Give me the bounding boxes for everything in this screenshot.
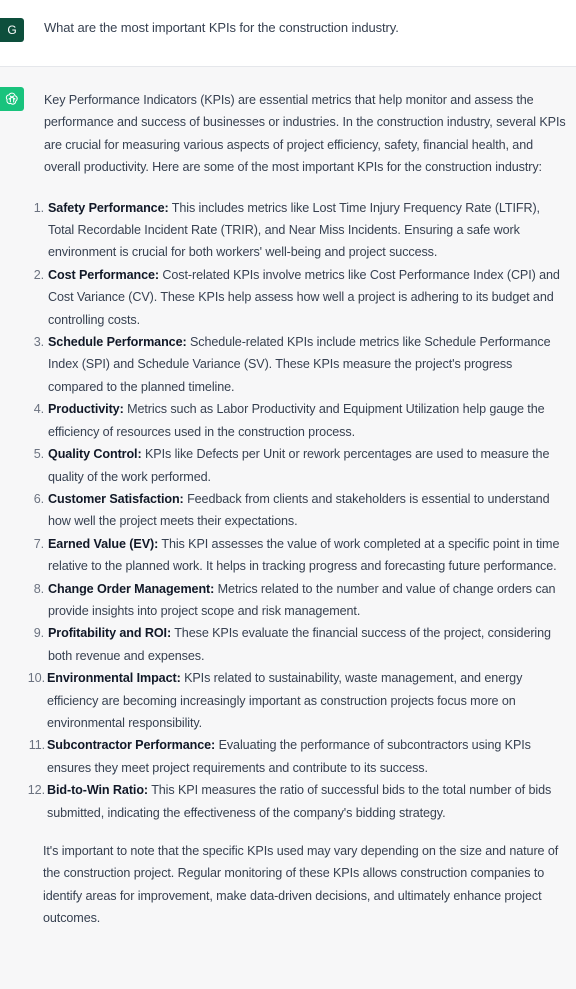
- item-number: 4.: [33, 402, 44, 417]
- item-title: Earned Value (EV):: [48, 536, 159, 551]
- kpi-list: [27, 197, 566, 824]
- item-number: 9.: [33, 626, 44, 641]
- list-item: [28, 734, 566, 779]
- item-text: Cost-related KPIs involve metrics like Cost Performance Index (CPI) and Cost Variance (CV). These KPIs help assess how well a project is adhering to its budget and controlling costs.: [48, 267, 560, 327]
- item-title: Profitability and ROI:: [48, 626, 172, 641]
- item-text: Schedule-related KPIs include metrics like Schedule Performance Index (SPI) and Schedule Variance (SV). These KPIs measure the project's progress compared to the planned timeline.: [48, 335, 551, 394]
- item-number: 2.: [33, 267, 44, 282]
- item-text: This KPI assesses the value of work completed at a specific point in time relative to the planned work. It helps in tracking progress and forecasting future performance.: [48, 536, 560, 574]
- answer-outro: It's important to note that the specific KPIs used may vary depending on the size and nature of the construction project. Regular monitoring of these KPIs allows construction companies to identify areas for improvement, make data-driven decisions, and ultimately enhance project outcomes.: [43, 844, 559, 926]
- item-number: 1.: [33, 200, 44, 215]
- answer-intro: Key Performance Indicators (KPIs) are essential metrics that help monitor and assess the performance and success of businesses or industries. In the construction industry, several KPIs are crucial for measuring various aspects of project efficiency, safety, financial health, and overall productivity. Here are some of the most important KPIs for the construction industry:: [44, 93, 566, 175]
- item-text: This KPI measures the ratio of successful bids to the total number of bids submitted, indicating the effectiveness of the company's bidding strategy.: [47, 783, 552, 820]
- item-text: Feedback from clients and stakeholders is essential to understand how well the project meets their expectations.: [48, 491, 550, 529]
- assistant-message-row: [0, 67, 576, 989]
- user-message-text: What are the most important KPIs for the construction industry.: [44, 20, 399, 35]
- item-text: KPIs like Defects per Unit or rework percentages are used to measure the quality of the work performed.: [48, 447, 550, 484]
- user-message-row: [0, 0, 576, 67]
- openai-logo-icon: [0, 87, 24, 111]
- item-title: Change Order Management:: [48, 581, 215, 596]
- item-number: 6.: [33, 491, 44, 506]
- item-text: Metrics related to the number and value of change orders can provide insights into project scope and risk management.: [48, 581, 556, 618]
- user-avatar: G: [0, 18, 24, 42]
- list-item: [33, 488, 566, 533]
- item-title: Productivity:: [48, 402, 124, 417]
- item-title: Schedule Performance:: [48, 335, 187, 350]
- list-item: [33, 197, 566, 264]
- item-number: 7.: [33, 536, 44, 551]
- item-title: Quality Control:: [48, 447, 142, 462]
- list-item: [33, 264, 566, 331]
- item-title: Bid-to-Win Ratio:: [47, 783, 149, 798]
- item-text: KPIs related to sustainability, waste management, and energy efficiency are becoming increasingly important as construction projects focus more on environmental responsibility.: [47, 671, 523, 730]
- list-item: [27, 779, 566, 824]
- item-number: 8.: [33, 581, 44, 596]
- item-number: 12.: [27, 783, 45, 798]
- assistant-answer: [27, 89, 566, 930]
- item-title: Customer Satisfaction:: [48, 491, 184, 506]
- item-title: Safety Performance:: [48, 200, 169, 215]
- list-item: [27, 667, 566, 734]
- item-text: These KPIs evaluate the financial success of the project, considering both revenue and expenses.: [48, 626, 551, 663]
- item-title: Environmental Impact:: [47, 671, 181, 686]
- list-item: [33, 398, 566, 443]
- item-number: 11.: [28, 738, 45, 753]
- list-item: [33, 533, 566, 578]
- list-item: [33, 331, 566, 398]
- item-title: Subcontractor Performance:: [47, 738, 216, 753]
- item-text: Evaluating the performance of subcontractors using KPIs ensures they meet project requirements and contribute to its success.: [47, 738, 531, 775]
- list-item: [33, 578, 566, 623]
- item-number: 10.: [27, 671, 45, 686]
- item-text: This includes metrics like Lost Time Injury Frequency Rate (LTIFR), Total Recordable Incident Rate (TRIR), and Near Miss Incidents. Ensuring a safe work environment is crucial for both workers' well-being and project success.: [48, 200, 540, 260]
- list-item: [33, 622, 566, 667]
- item-text: Metrics such as Labor Productivity and Equipment Utilization help gauge the efficiency of resources used in the construction process.: [48, 402, 545, 439]
- item-number: 5.: [33, 447, 44, 462]
- item-title: Cost Performance:: [48, 267, 159, 282]
- list-item: [33, 443, 566, 488]
- item-number: 3.: [33, 335, 44, 350]
